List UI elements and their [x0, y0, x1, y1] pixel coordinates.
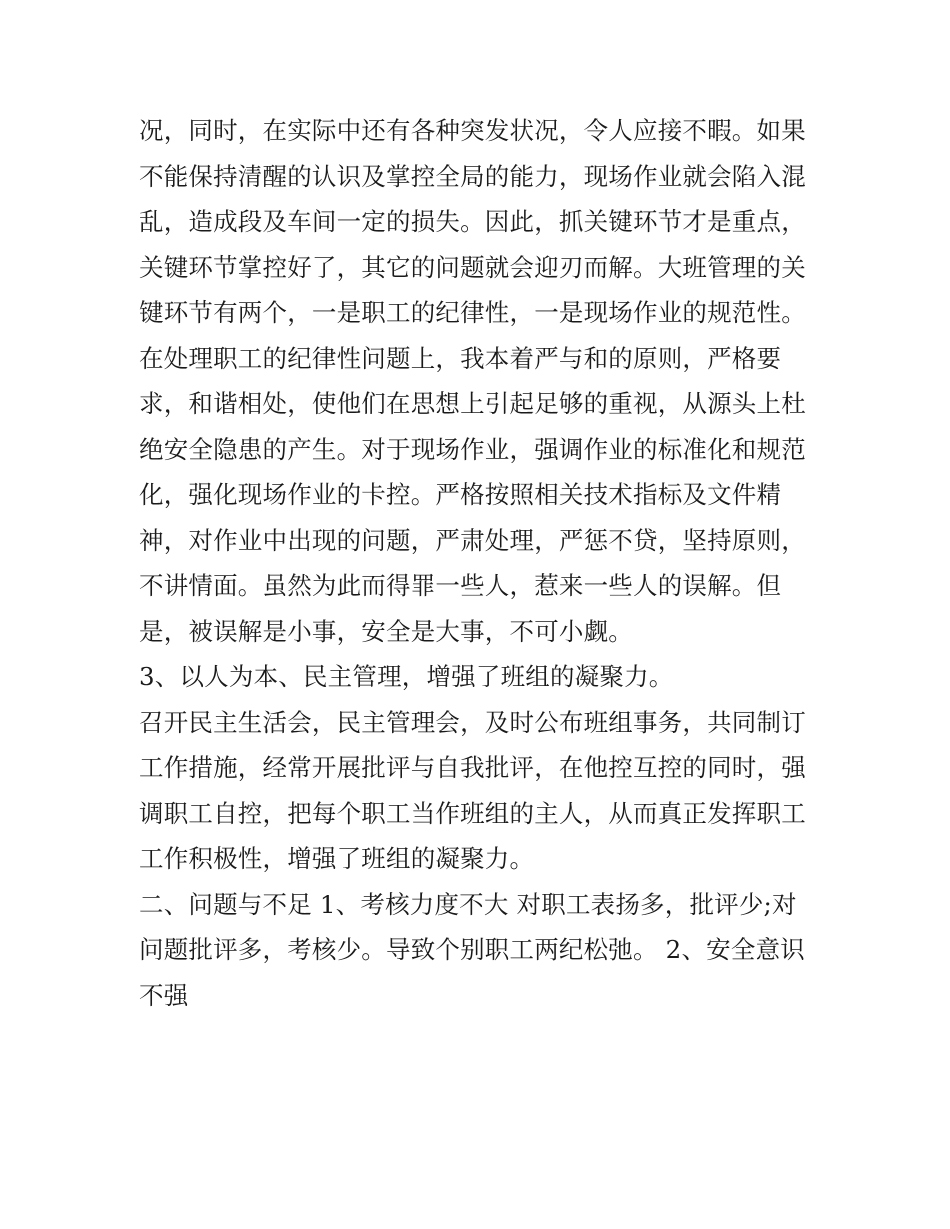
section-heading-line: 二、问题与不足 1、考核力度不大 对职工表扬多，批评少;对: [139, 889, 797, 919]
text-line: 是，被误解是小事，安全是大事，不可小觑。: [139, 616, 633, 646]
body-text: [139, 108, 839, 1018]
text-line: 关键环节掌控好了，其它的问题就会迎刃而解。大班管理的关: [139, 252, 806, 282]
text-line: 况，同时，在实际中还有各种突发状况，令人应接不暇。如果: [139, 116, 806, 145]
text-line: 求，和谐相处，使他们在思想上引起足够的重视，从源头上杜: [139, 389, 806, 418]
text-line: 召开民主生活会，民主管理会，及时公布班组事务，共同制订: [139, 707, 806, 737]
text-line: 乱，造成段及车间一定的损失。因此，抓关键环节才是重点，: [139, 207, 806, 236]
text-line: 工作积极性，增强了班组的凝聚力。: [139, 844, 535, 873]
text-line: 不讲情面。虽然为此而得罪一些人，惹来一些人的误解。但: [139, 571, 782, 600]
text-line: 不强: [139, 980, 189, 1010]
text-line: 问题批评多，考核少。导致个别职工两纪松弛。 2、安全意识: [139, 935, 805, 964]
text-line: 不能保持清醒的认识及掌控全局的能力，现场作业就会陷入混: [139, 161, 806, 191]
section-heading-line: 3、以人为本、民主管理，增强了班组的凝聚力。: [139, 662, 674, 691]
text-line: 工作措施，经常开展批评与自我批评，在他控互控的同时，强: [139, 753, 806, 782]
text-line: 化，强化现场作业的卡控。严格按照相关技术指标及文件精: [139, 480, 782, 509]
text-line: 神，对作业中出现的问题，严肃处理，严惩不贷，坚持原则，: [139, 525, 806, 555]
text-line: 在处理职工的纪律性问题上，我本着严与和的原则，严格要: [139, 343, 782, 373]
text-line: 绝安全隐患的产生。对于现场作业，强调作业的标准化和规范: [139, 434, 806, 464]
text-line: 键环节有两个，一是职工的纪律性，一是现场作业的规范性。: [139, 298, 806, 327]
text-line: 调职工自控，把每个职工当作班组的主人，从而真正发挥职工: [139, 798, 806, 828]
